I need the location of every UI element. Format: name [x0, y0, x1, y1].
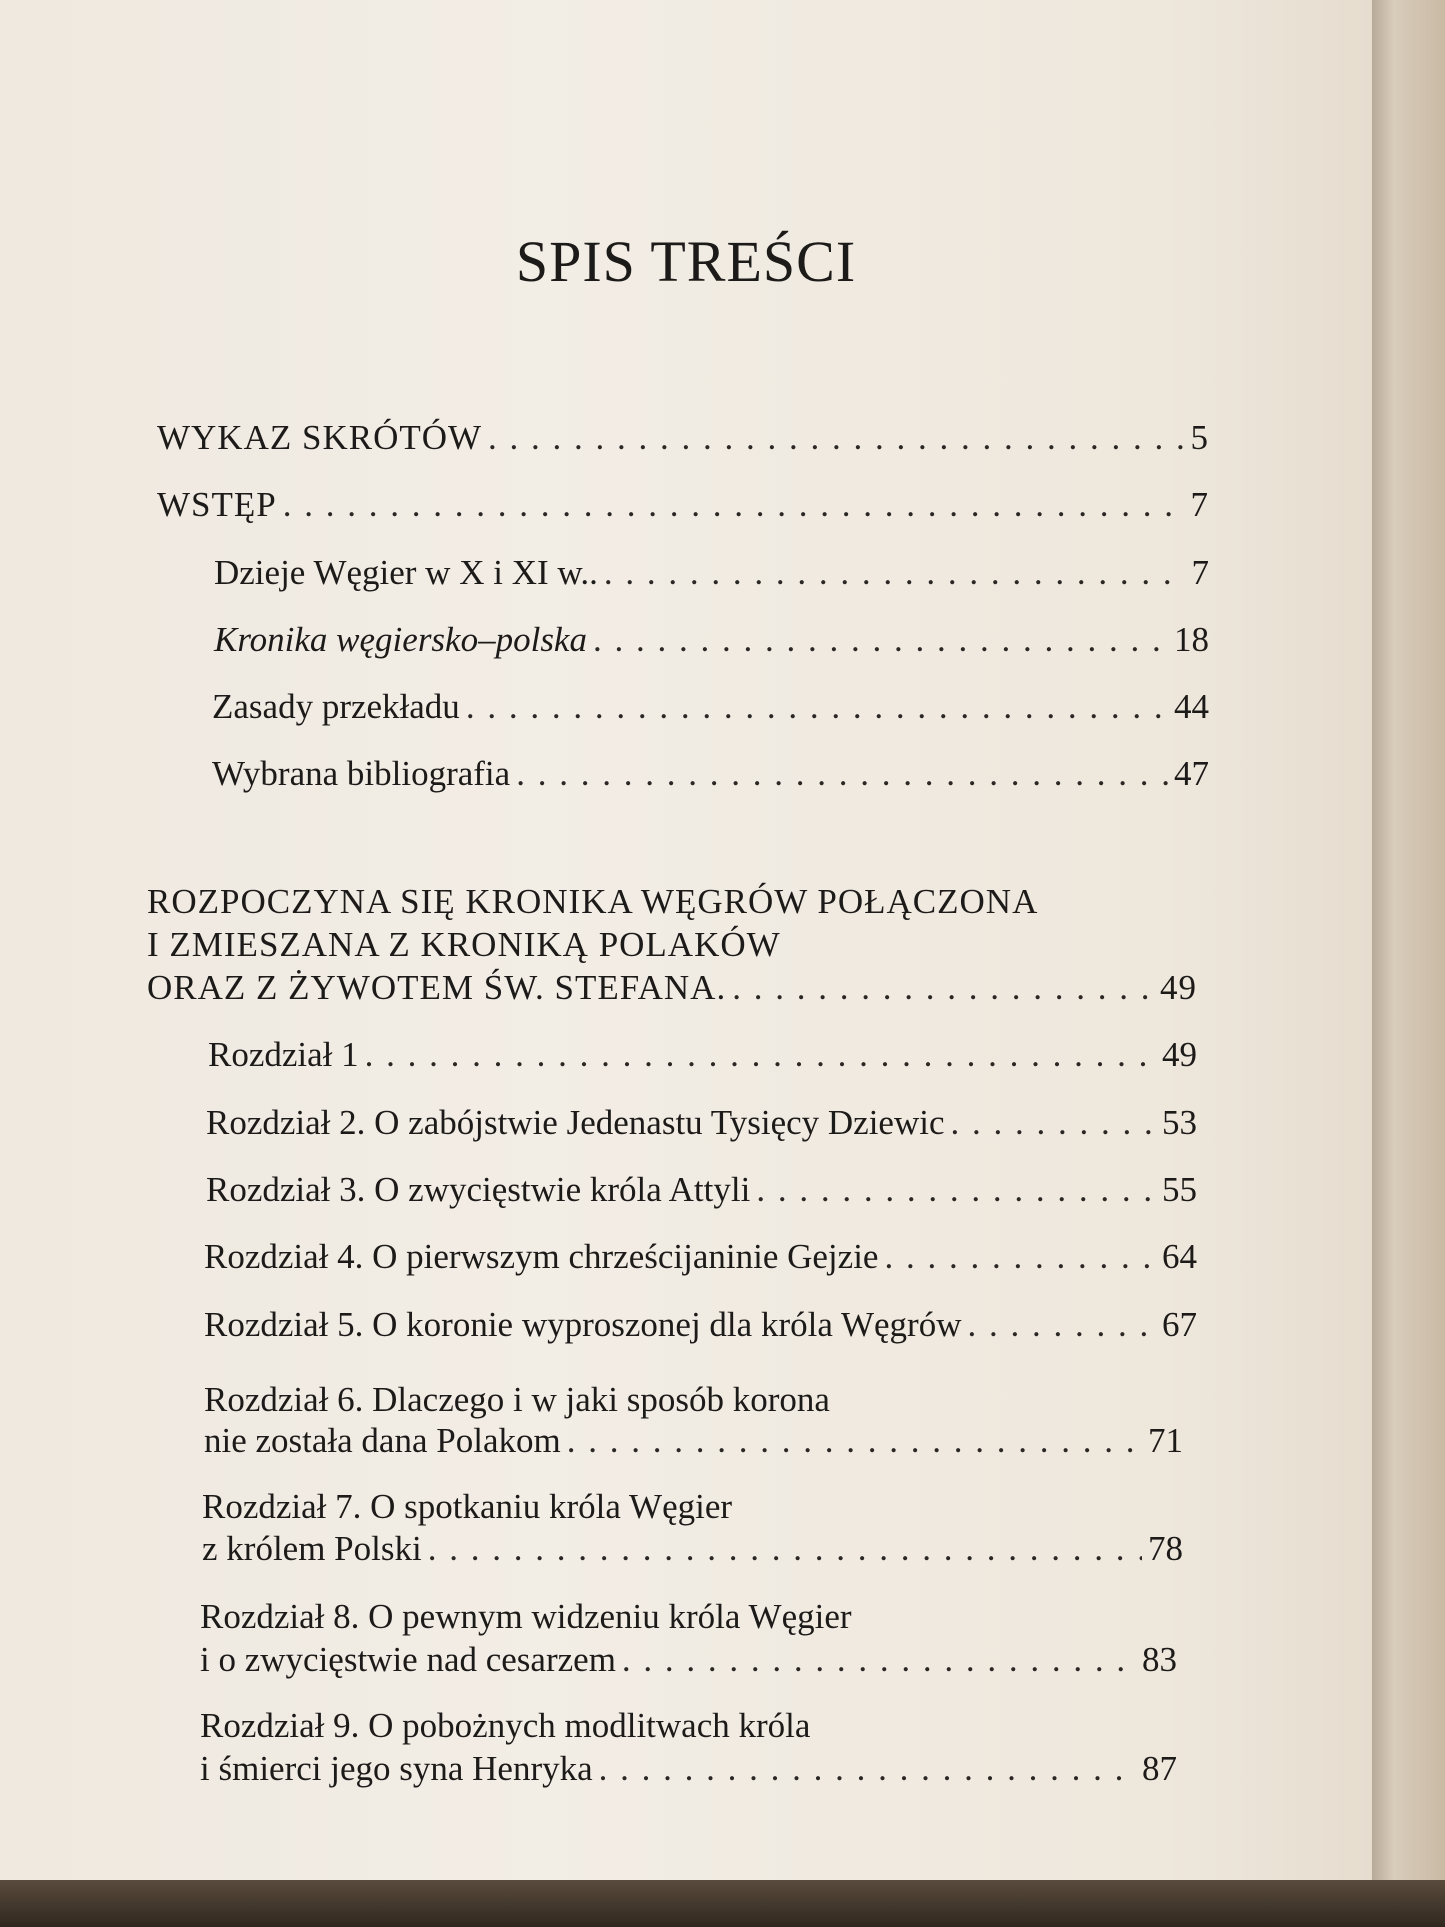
toc-chapter-title: Rozdział 6. Dlaczego i w jaki sposób korona [204, 1380, 830, 1419]
dot-leader [732, 968, 1154, 1008]
dot-leader [756, 1170, 1156, 1210]
page-number: 18 [1174, 620, 1209, 659]
toc-entry-chapter-2: Rozdział 2. O zabójstwie Jedenastu Tysięcy Dziewic . . . 53 [206, 1103, 1197, 1143]
toc-entry-chapter-9: i śmierci jego syna Henryka . . . 87 [200, 1749, 1177, 1789]
page-title: SPIS TREŚCI [515, 229, 857, 294]
toc-chapter-title: Rozdział 9. O pobożnych modlitwach króla [200, 1706, 811, 1745]
page-number: 78 [1148, 1529, 1183, 1568]
toc-entry-chapter-4: Rozdział 4. O pierwszym chrześcijaninie Gejzie . . . 64 [204, 1237, 1197, 1277]
dot-leader [604, 553, 1186, 593]
page-number: 44 [1174, 687, 1209, 726]
toc-entry-introduction: WSTĘP . . . 7 [157, 485, 1209, 525]
page-number: 87 [1142, 1749, 1177, 1788]
toc-entry-translation-rules: Zasady przekładu . . . 44 [212, 687, 1209, 727]
toc-entry-chapter-6: nie została dana Polakom . . . 71 [204, 1421, 1183, 1461]
toc-entry-abbreviations: WYKAZ SKRÓTÓW . . . 5 [157, 418, 1209, 458]
page-number: 5 [1190, 418, 1209, 457]
toc-entry-chapter-5: Rozdział 5. O koronie wyproszonej dla króla Węgrów . . . 67 [204, 1305, 1197, 1345]
dot-leader [516, 754, 1168, 794]
dot-leader [593, 620, 1168, 660]
dot-leader [488, 418, 1184, 458]
dot-leader [599, 1749, 1136, 1789]
toc-entry-chapter-1: Rozdział 1 . . . 49 [208, 1035, 1197, 1075]
dot-leader [967, 1305, 1156, 1345]
toc-entry-chronicle-start: ORAZ Z ŻYWOTEM ŚW. STEFANA. . . . 49 [147, 968, 1197, 1008]
page-number: 7 [1190, 485, 1209, 524]
dot-leader [567, 1421, 1142, 1461]
page-number: 83 [1142, 1640, 1177, 1679]
toc-heading-line: I ZMIESZANA Z KRONIKĄ POLAKÓW [147, 925, 781, 964]
page-number: 47 [1174, 754, 1209, 793]
dot-leader [622, 1640, 1136, 1680]
page-number: 49 [1160, 968, 1197, 1007]
page-edge [1372, 0, 1445, 1927]
page-number: 49 [1162, 1035, 1197, 1074]
dot-leader [466, 687, 1168, 727]
toc-entry-chapter-8: i o zwycięstwie nad cesarzem . . . 83 [200, 1640, 1177, 1680]
page-number: 64 [1162, 1237, 1197, 1276]
page-number: 55 [1162, 1170, 1197, 1209]
dot-leader [283, 485, 1185, 525]
page-number: 7 [1191, 553, 1209, 592]
toc-chapter-title: Rozdział 7. O spotkaniu króla Węgier [202, 1487, 733, 1526]
page-number: 71 [1148, 1421, 1183, 1460]
toc-entry-chapter-3: Rozdział 3. O zwycięstwie króla Attyli . . . 55 [206, 1170, 1197, 1210]
dot-leader [428, 1529, 1142, 1569]
background-bottom [0, 1880, 1445, 1927]
dot-leader [365, 1035, 1156, 1075]
page-number: 53 [1162, 1103, 1197, 1142]
dot-leader [951, 1103, 1157, 1143]
toc-heading-line: ROZPOCZYNA SIĘ KRONIKA WĘGRÓW POŁĄCZONA [147, 882, 1039, 921]
toc-entry-bibliography: Wybrana bibliografia . . . 47 [212, 754, 1209, 794]
dot-leader [884, 1237, 1156, 1277]
toc-chapter-title: Rozdział 8. O pewnym widzeniu króla Węgier [200, 1597, 852, 1636]
page-number: 67 [1162, 1305, 1197, 1344]
toc-entry-history: Dzieje Węgier w X i XI w.. . . . 7 [214, 553, 1209, 593]
toc-entry-chapter-7: z królem Polski . . . 78 [202, 1529, 1183, 1569]
toc-entry-chronicle: Kronika węgiersko–polska . . . 18 [214, 620, 1209, 660]
